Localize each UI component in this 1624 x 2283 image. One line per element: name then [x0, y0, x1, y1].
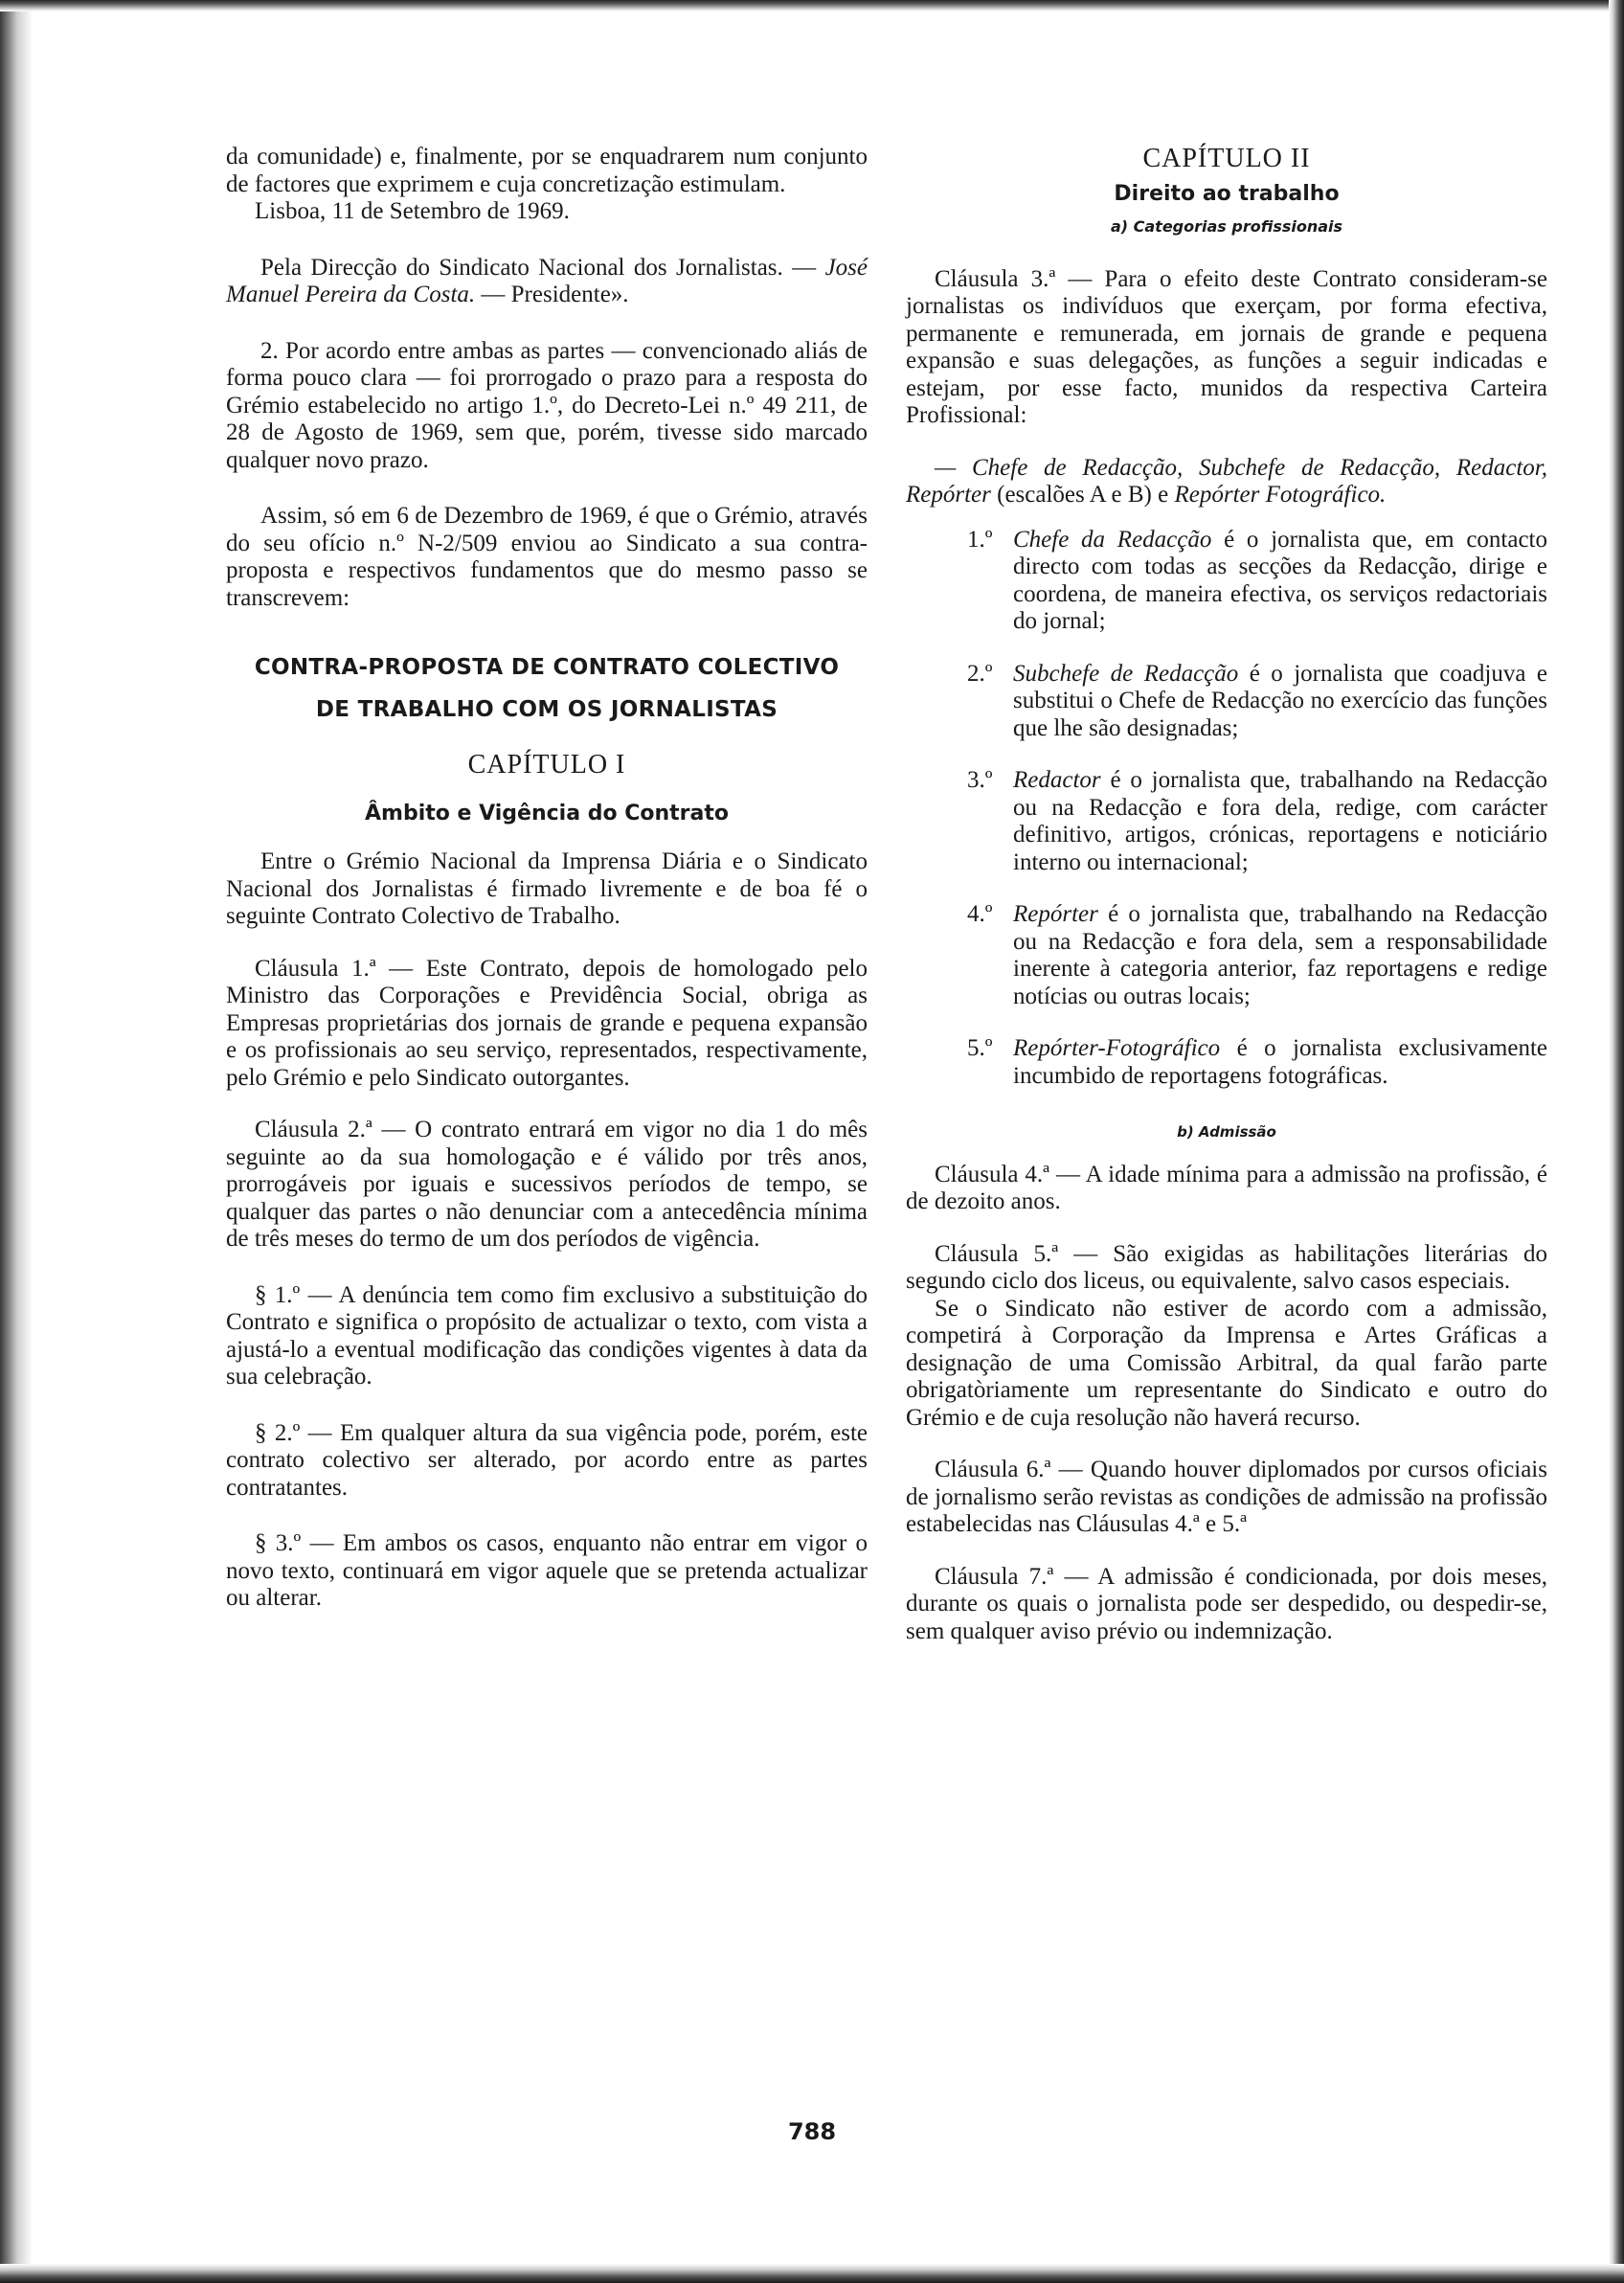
signature-paragraph — [226, 255, 868, 309]
clause-3: Cláusula 3.ª — Para o efeito deste Contrato consideram-se jornalistas os indivíduos que exerçam, por forma efectiva, permanente e remunerada, em jornais de grande e pequena expansão e suas delegações, as funções a seguir indicadas e estejam, por esse facto, munidos da respectiva Carteira Profissional: — [906, 265, 1547, 428]
date-line: Lisboa, 11 de Setembro de 1969. — [255, 198, 570, 224]
left-column — [226, 144, 868, 1613]
category-item — [906, 1035, 1547, 1090]
clause-2-paragraph-2: § 2.º — Em qualquer altura da sua vigência pode, porém, este contrato colectivo ser alterado, por acordo entre as partes contratantes. — [226, 1419, 868, 1501]
item-number: 1.º — [967, 526, 993, 553]
clause-5: Cláusula 5.ª — São exigidas as habilitações literárias do segundo ciclo dos liceus, ou equivalente, salvo casos especiais. — [906, 1240, 1547, 1294]
clause-2-paragraph-1: § 1.º — A denúncia tem como fim exclusivo a substituição do Contrato e significa o propósito de actualizar o texto, com vista a ajustá-lo a eventual modificação das condições vigentes à data da sua celebração. — [226, 1281, 868, 1390]
subsection-a-heading: a) Categorias profissionais — [1110, 217, 1343, 236]
category-item — [906, 901, 1547, 1010]
item-term: Repórter — [1013, 901, 1098, 927]
scan-edge-right — [1609, 0, 1624, 2283]
category-definitions — [906, 527, 1547, 1091]
clause-2: Cláusula 2.ª — O contrato entrará em vigor no dia 1 do mês seguinte ao da sua homologação e é válido por três anos, prorrogáveis por iguais e sucessivos períodos de tempo, se qualquer das partes o não denunciar com a antecedência mínima de três meses do termo de um dos períodos de vigência. — [226, 1117, 868, 1252]
subsection-b-letter: b) Admissão — [1177, 1123, 1276, 1141]
item-term: Chefe da Redacção — [1013, 526, 1212, 553]
clause-2-paragraph-3: § 3.º — Em ambos os casos, enquanto não entrar em vigor o novo texto, continuará em vigor aquele que se pretenda actualizar ou alterar. — [226, 1530, 868, 1611]
item-number: 4.º — [967, 901, 993, 927]
item-number: 5.º — [967, 1035, 993, 1061]
signatory-name: José Manuel Pereira da Costa. — [226, 254, 868, 307]
page-number: 788 — [787, 2118, 837, 2145]
paragraph-2: 2. Por acordo entre ambas as partes — convencionado aliás de forma pouco clara — foi prorrogado o prazo para a resposta do Grémio estabelecido no artigo 1.º, do Decreto-Lei n.º 49 211, de 28 de Agosto de 1969, sem que, porém, tivesse sido marcado qualquer novo prazo. — [226, 337, 868, 473]
item-text: é o jornalista exclusivamente incumbido de reportagens fotográficas. — [1013, 1035, 1547, 1089]
document-title — [226, 646, 868, 731]
right-column — [906, 144, 1547, 1645]
document-title-line-1: CONTRA-PROPOSTA DE CONTRATO COLECTIVO — [254, 655, 840, 680]
clause-6: Cláusula 6.ª — Quando houver diplomados por cursos oficiais de jornalismo serão revistas as condições de admissão na profissão estabelecidas nas Cláusulas 4.ª e 5.ª — [906, 1457, 1547, 1537]
category-item — [906, 767, 1547, 876]
chapter-1-title: CAPÍTULO I — [467, 750, 626, 780]
category-list — [906, 455, 1547, 509]
category-item — [906, 661, 1547, 743]
document-title-line-2: DE TRABALHO COM OS JORNALISTAS — [315, 697, 778, 722]
item-term: Redactor — [1013, 767, 1101, 793]
item-body — [1013, 527, 1547, 636]
paragraph-continuation: da comunidade) e, finalmente, por se enquadrarem num conjunto de factores que exprimem e cuja concretização estimulam. — [226, 144, 868, 197]
scan-edge-bottom — [0, 2264, 1624, 2283]
subsection-b-heading — [906, 1119, 1547, 1146]
category-list-photo: Repórter Fotográfico. — [1174, 482, 1387, 508]
scan-edge-top — [0, 0, 1624, 11]
preamble-paragraph: Entre o Grémio Nacional da Imprensa Diária e o Sindicato Nacional dos Jornalistas é firmado livremente e de boa fé o seguinte Contrato Colectivo de Trabalho. — [226, 848, 868, 929]
item-term: Subchefe de Redacção — [1013, 660, 1239, 687]
clause-7: Cláusula 7.ª — A admissão é condicionada, por dois meses, durante os quais o jornalista pode ser despedido, ou despedir-se, sem qualquer aviso prévio ou indemnização. — [906, 1563, 1547, 1644]
item-body — [1013, 901, 1547, 1010]
item-body — [1013, 767, 1547, 876]
item-number: 2.º — [967, 660, 993, 687]
item-text: é o jornalista que, trabalhando na Redacção ou na Redacção e fora dela, redige, com carácter definitivo, artigos, crónicas, reportagens e noticiário interno ou internacional; — [1013, 767, 1547, 875]
category-list-grades: (escalões A e B) e — [990, 482, 1175, 508]
scan-edge-left — [0, 0, 33, 2283]
category-list-roles: — Chefe de Redacção, Subchefe de Redacção, Redactor, Repórter — [906, 454, 1547, 508]
clause-4: Cláusula 4.ª — A idade mínima para a admissão na profissão, é de dezoito anos. — [906, 1161, 1547, 1214]
item-body — [1013, 661, 1547, 743]
chapter-1-heading: Âmbito e Vigência do Contrato — [365, 801, 729, 825]
signatory-role: — Presidente». — [475, 282, 629, 307]
scan-speck — [906, 509, 1547, 527]
chapter-2-heading: Direito ao trabalho — [1114, 181, 1340, 206]
chapter-2-title: CAPÍTULO II — [1142, 144, 1311, 173]
signature-lead: Pela Direcção do Sindicato Nacional dos Jornalistas. — — [260, 254, 825, 281]
item-text: é o jornalista que coadjuva e substitui o Chefe de Redacção no exercício das funções que lhe são designadas; — [1013, 660, 1547, 741]
item-body — [1013, 1035, 1547, 1090]
item-number: 3.º — [967, 767, 993, 793]
category-item — [906, 527, 1547, 636]
clause-5-paragraph: Se o Sindicato não estiver de acordo com a admissão, competirá à Corporação da Imprensa e Artes Gráficas a designação de uma Comissão Arbitral, da qual farão parte obrigatòriamente um representante do Sindicato e outro do Grémio e de cuja resolução não haverá recurso. — [906, 1295, 1547, 1431]
item-term: Repórter-Fotográfico — [1013, 1035, 1221, 1061]
paragraph-assim: Assim, só em 6 de Dezembro de 1969, é que o Grémio, através do seu ofício n.º N-2/509 enviou ao Sindicato a sua contra-proposta e respectivos fundamentos que do mesmo passo se transcrevem: — [226, 503, 868, 611]
item-text: é o jornalista que, em contacto directo com todas as secções da Redacção, dirige e coordena, de maneira efectiva, os serviços redactoriais do jornal; — [1013, 526, 1547, 634]
item-text: é o jornalista que, trabalhando na Redacção ou na Redacção e fora dela, sem a responsabilidade inerente à categoria anterior, faz reportagens e redige notícias ou outras locais; — [1013, 901, 1547, 1009]
clause-1: Cláusula 1.ª — Este Contrato, depois de homologado pelo Ministro das Corporações e Previdência Social, obriga as Empresas proprietárias dos jornais de grande e pequena expansão e os profissionais ao seu serviço, representados, respectivamente, pelo Grémio e pelo Sindicato outorgantes. — [226, 955, 868, 1091]
